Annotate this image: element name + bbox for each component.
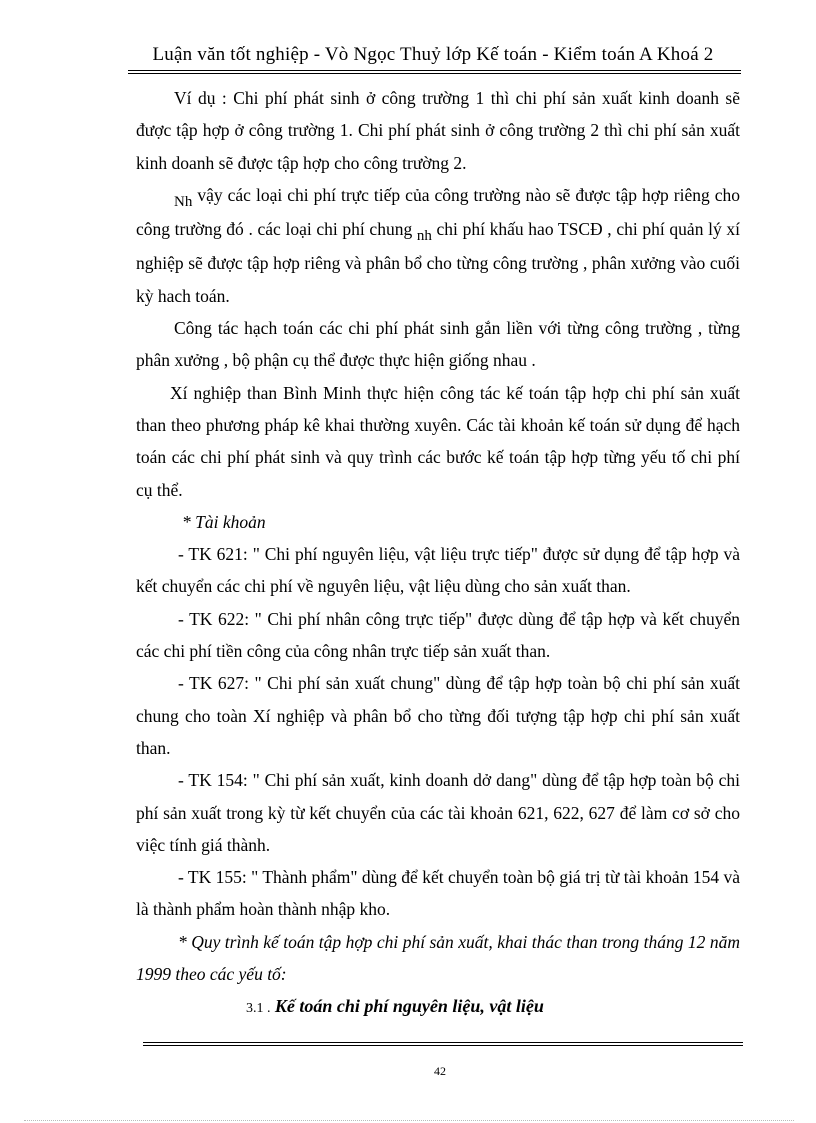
page-boundary <box>24 1120 794 1121</box>
accounts-heading: * Tài khoản <box>182 511 266 532</box>
paragraph-accounting-work: Công tác hạch toán các chi phí phát sinh gắn liền với từng công trường , từng phân xưởng , bộ phận cụ thể được thực hiện giống nhau . <box>136 318 740 371</box>
page-header: Luận văn tốt nghiệp - Vò Ngọc Thuỷ lớp Kế toán - Kiểm toán A Khoá 2 <box>152 44 714 65</box>
text-fragment: chi phí khấu hao TSCĐ , chi phí quản lý xí nghiệp sẽ được tập hợp riêng và phân bổ cho từng công trường , phân xưởng vào cuối kỳ hach toán. <box>136 219 740 306</box>
page-number: 42 <box>434 1064 446 1078</box>
paragraph-enterprise: Xí nghiệp than Bình Minh thực hiện công tác kế toán tập hợp chi phí sản xuất than theo phương pháp kê khai thường xuyên. Các tài khoản kế toán sử dụng để hạch toán các chi phí phát sinh và quy trình các bước kế toán tập hợp từng yếu tố chi phí cụ thể. <box>136 382 740 500</box>
footer-divider <box>143 1042 743 1046</box>
text-fragment: vậy các loại chi phí trực tiếp của công trường nào sẽ được tập hợp riêng cho công trường đó . các loại chi phí chung <box>136 184 740 240</box>
section-title: Kế toán chi phí nguyên liệu, vật liệu <box>274 996 544 1017</box>
header-divider <box>128 70 741 74</box>
account-tk154: - TK 154: " Chi phí sản xuất, kinh doanh dở dang" dùng để tập hợp toàn bộ chi phí sản xuất trong kỳ từ kết chuyển của các tài khoản 621, 622, 627 để làm cơ sở cho việc tính giá thành. <box>136 770 740 855</box>
process-heading: * Quy trình kế toán tập hợp chi phí sản xuất, khai thác than trong tháng 12 năm 1999 theo các yếu tố: <box>136 931 740 985</box>
section-heading <box>136 990 740 1025</box>
section-number: 3.1 . <box>246 1001 271 1017</box>
account-tk627: - TK 627: " Chi phí sản xuất chung" dùng để tập hợp toàn bộ chi phí sản xuất chung cho toàn Xí nghiệp và phân bổ cho từng đối tượng tập hợp chi phí sản xuất than. <box>136 673 740 758</box>
text-fragment: Nh <box>174 193 193 210</box>
account-tk155: - TK 155: " Thành phẩm" dùng để kết chuyển toàn bộ giá trị từ tài khoản 154 và là thành phẩm hoàn thành nhập kho. <box>136 867 740 920</box>
text-fragment: nh <box>416 228 432 245</box>
account-tk621: - TK 621: " Chi phí nguyên liệu, vật liệu trực tiếp" được sử dụng để tập hợp và kết chuyển các chi phí về nguyên liệu, vật liệu dùng cho sản xuất than. <box>136 544 740 597</box>
paragraph-direct-costs <box>136 179 740 312</box>
document-body <box>136 82 740 1026</box>
paragraph-example: Ví dụ : Chi phí phát sinh ở công trường 1 thì chi phí sản xuất kinh doanh sẽ được tập hợp ở công trường 1. Chi phí phát sinh ở công trường 2 thì chi phí sản xuất kinh doanh sẽ được tập hợp cho công trường 2. <box>136 88 740 173</box>
account-tk622: - TK 622: " Chi phí nhân công trực tiếp" được dùng để tập hợp và kết chuyển các chi phí tiền công của công nhân trực tiếp sản xuất than. <box>136 608 740 662</box>
